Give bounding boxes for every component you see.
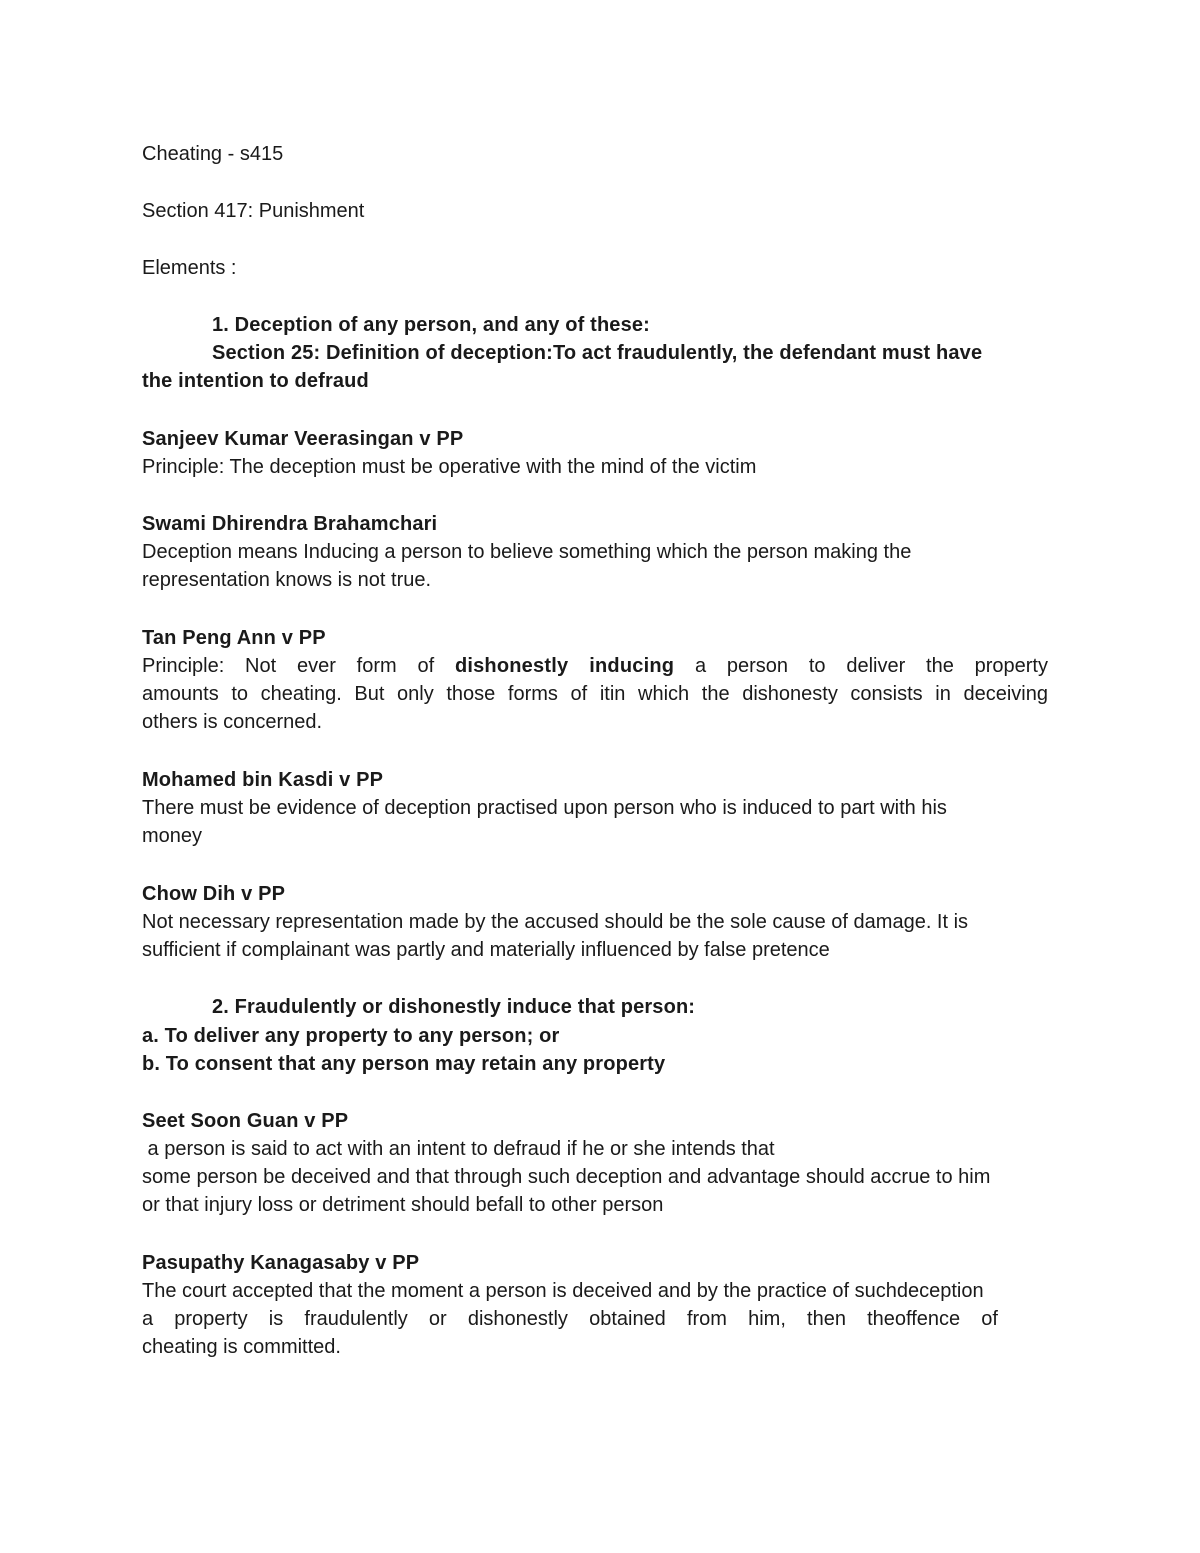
case-text: a person is said to act with an intent to defraud if he or she intends that [142, 1138, 775, 1160]
case-name: Sanjeev Kumar Veerasingan v PP [142, 428, 464, 450]
case-text-justified: a property is fraudulently or dishonestly obtained from him, then theoffence of [142, 1308, 998, 1330]
case-text-part: Principle: Not ever form of [142, 655, 455, 677]
element-2-heading: 2. Fraudulently or dishonestly induce that person: [212, 996, 696, 1018]
case-text: There must be evidence of deception practised upon person who is induced to part with his [142, 797, 947, 819]
case-text: Deception means Inducing a person to believe something which the person making the [142, 541, 912, 563]
element-1-definition: Section 25: Definition of deception:To act fraudulently, the defendant must have [212, 342, 983, 364]
elements-label: Elements : [142, 257, 237, 279]
element-1-heading: 1. Deception of any person, and any of these: [212, 314, 650, 336]
case-text: others is concerned. [142, 711, 323, 733]
case-text: some person be deceived and that through such deception and advantage should accrue to him [142, 1166, 991, 1188]
document-title: Cheating - s415 [142, 143, 284, 165]
element-2-item-b: b. To consent that any person may retain any property [142, 1053, 666, 1075]
case-text: Principle: The deception must be operative with the mind of the victim [142, 456, 757, 478]
case-name: Tan Peng Ann v PP [142, 627, 326, 649]
case-name: Chow Dih v PP [142, 883, 286, 905]
case-text-part: a person to deliver the property [674, 655, 1048, 677]
case-text: Not necessary representation made by the accused should be the sole cause of damage. It is [142, 911, 969, 933]
punishment-section: Section 417: Punishment [142, 200, 365, 222]
case-name: Swami Dhirendra Brahamchari [142, 513, 438, 535]
case-text-justified [142, 652, 1048, 680]
case-text: or that injury loss or detriment should befall to other person [142, 1194, 664, 1216]
element-1-definition-cont: the intention to defraud [142, 370, 369, 392]
case-text: representation knows is not true. [142, 569, 432, 591]
case-text: sufficient if complainant was partly and materially influenced by false pretence [142, 939, 830, 961]
case-name: Seet Soon Guan v PP [142, 1110, 349, 1132]
case-text-justified: amounts to cheating. But only those forms of itin which the dishonesty consists in deceiving [142, 683, 1048, 705]
case-text-emphasis: dishonestly inducing [454, 655, 675, 677]
case-name: Pasupathy Kanagasaby v PP [142, 1252, 420, 1274]
case-text: cheating is committed. [142, 1336, 341, 1358]
element-2-item-a: a. To deliver any property to any person; or [142, 1025, 560, 1047]
case-text: money [142, 825, 203, 847]
case-name: Mohamed bin Kasdi v PP [142, 769, 384, 791]
case-text: The court accepted that the moment a person is deceived and by the practice of suchdeception [142, 1280, 984, 1302]
